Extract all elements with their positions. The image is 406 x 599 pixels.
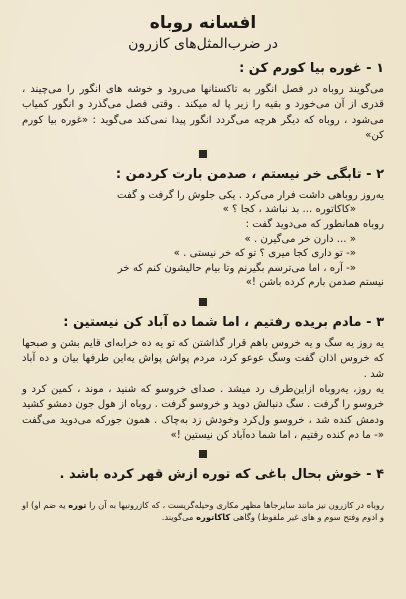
dialogue-line: « ... دارن خر می‌گیرن . » xyxy=(244,233,356,245)
section-4 xyxy=(22,466,384,523)
page-subtitle: در ضرب‌المثل‌های کازرون xyxy=(128,36,278,52)
section-1 xyxy=(22,60,384,143)
footnote-term-kakatoureh: کاکاتوره xyxy=(196,511,231,522)
ornament-divider xyxy=(197,296,209,308)
footnote-text: می‌گویند. xyxy=(161,511,197,522)
section-2-heading: ۲ - تابگی خر نیستم ، صدمن بارت کردمن : xyxy=(115,167,384,183)
footnote-text: یه ضم او) او و ادوم وفتح سوم و های غیر ملفوظ) وگاهی xyxy=(22,500,384,522)
section-2 xyxy=(22,166,384,291)
footnote xyxy=(22,500,384,523)
page-title: افسانه روباه xyxy=(149,13,257,33)
section-3-paragraph-1: یه روز یه سگ و یه خروس باهم قرار گذاشتن که تو یه ده خرابه‌ای قایم بشن و صبحها که خروس اذان گفت وسگ عوعو کرد، مردم پواش پواش یه‌این طرفها بیان و ده آباد شد . xyxy=(22,338,384,380)
section-4-heading: ۴ - خوش بحال باغی که توره ازش قهر کرده باشد . xyxy=(59,467,384,483)
footnote-text: روباه در کازرون نیز مانند سایرجاها مظهر مکاری وحیله‌گریست ، که کازرونیها به آن را xyxy=(86,500,384,511)
section-2-intro: یه‌روز روباهی داشت فرار می‌کرد . یکی جلوش را گرفت و گفت xyxy=(116,190,384,202)
section-1-heading: ۱ - غوره بیا کورم کن : xyxy=(239,61,384,76)
footnote-term-toureh: توره xyxy=(68,500,87,511)
section-3-paragraph-2: یه روز، یه‌روباه ازاین‌طرف رد میشد . صدای خروسو که شنید ، موند ، کمین کرد و خروسو را گرفت . سگ دنبالش دوید و خروسو گرفت . روباه از هول جون دمشو کشید ودمش کنده شد ، خروسو ول‌کرد وخودش زد به‌چاک . همون جورکه می‌دوید می‌گفت «- ما دم کنده رفتیم ، اما شما ده‌آباد کن نیستین !» xyxy=(22,383,384,441)
section-3-heading: ۳ - مادم بریده رفتیم ، اما شما ده آباد کن نیستین : xyxy=(63,315,384,331)
dialogue-line: «کاکاتوره ... بد نباشد ، کجا ؟ » xyxy=(222,204,356,216)
ornament-divider xyxy=(197,148,209,160)
section-3 xyxy=(22,314,384,443)
section-1-paragraph: می‌گویند روباه در فصل انگور به تاکستانها می‌رود و خوشه های انگور را می‌چیند ، قدری از آن می‌خورد و بقیه را زیر پا له میکند . وقتی فصل می‌گذرد و انگور کمیاب می‌شود ، روباه که دیگر هرچه می‌گردد انگور پیدا نمی‌کند می‌گوید : «غوره بیا کورم کن» xyxy=(22,84,384,141)
ornament-divider xyxy=(197,448,209,460)
dialogue-line: روباه همانطور که می‌دوید گفت : xyxy=(245,219,384,231)
dialogue-line: «- آره ، اما می‌ترسم بگیرنم وتا بیام حالیشون کنم که خر xyxy=(117,262,356,274)
dialogue-line: «- تو داری کجا میری ؟ تو که خر نیستی . » xyxy=(173,248,356,260)
dialogue-closing: نیستم صدمن بارم کرده باشن !» xyxy=(245,277,384,289)
